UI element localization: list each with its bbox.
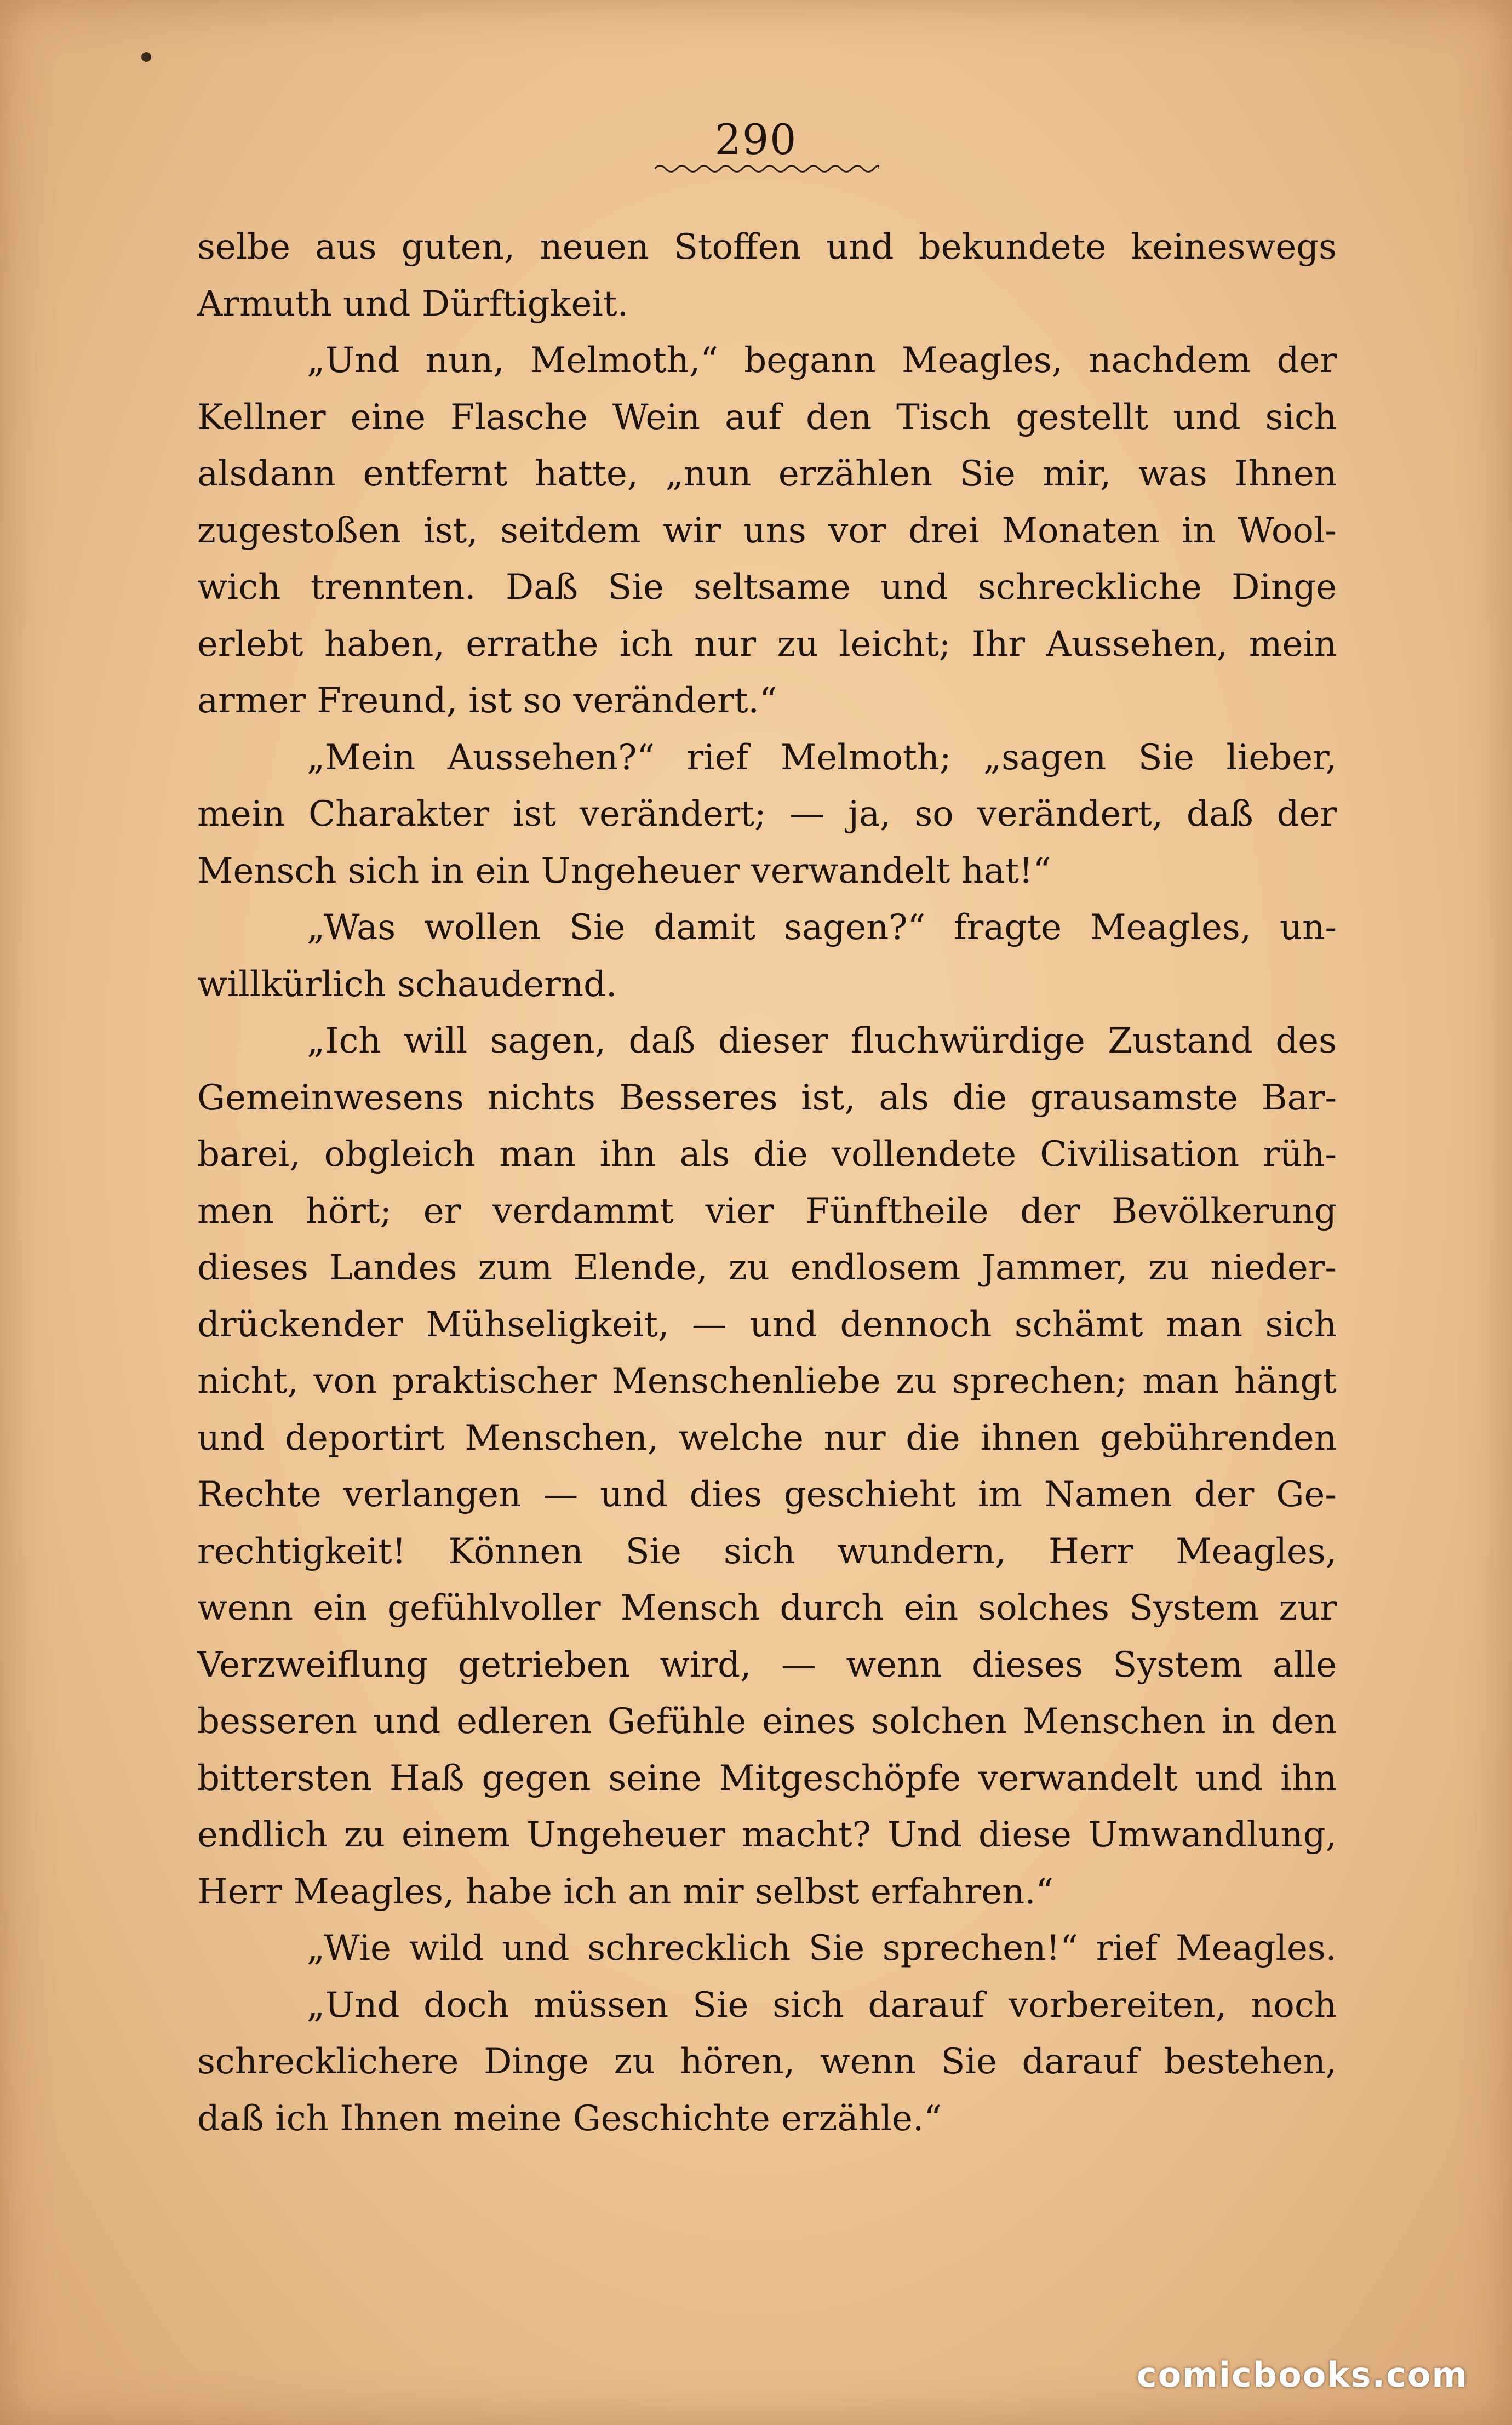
text-line: „Was wollen Sie damit sagen?“ fragte Meagles, un- xyxy=(307,907,1337,948)
text-line: drückender Mühseligkeit, — und dennoch schämt man sich xyxy=(197,1304,1337,1345)
text-line: daß ich Ihnen meine Geschichte erzähle.“ xyxy=(197,2098,942,2139)
text-line: Herr Meagles, habe ich an mir selbst erfahren.“ xyxy=(197,1871,1054,1912)
text-line: Rechte verlangen — und dies geschieht im Namen der Ge- xyxy=(197,1474,1337,1515)
text-line: „Wie wild und schrecklich Sie sprechen!“ rief Meagles. xyxy=(307,1928,1337,1969)
text-line: zugestoßen ist, seitdem wir uns vor drei Monaten in Wool- xyxy=(197,510,1337,551)
text-line: schrecklichere Dinge zu hören, wenn Sie darauf bestehen, xyxy=(197,2041,1337,2082)
text-line: alsdann entfernt hatte, „nun erzählen Sie mir, was Ihnen xyxy=(197,454,1337,494)
text-line: „Und doch müssen Sie sich darauf vorbereiten, noch xyxy=(307,1984,1337,2026)
text-line: men hört; er verdammt vier Fünftheile der Bevölkerung xyxy=(197,1191,1337,1232)
text-line: willkürlich schaudernd. xyxy=(197,964,617,1005)
text-line: erlebt haben, errathe ich nur zu leicht; Ihr Aussehen, mein xyxy=(197,624,1337,665)
text-line: selbe aus guten, neuen Stoffen und bekundete keineswegs xyxy=(197,227,1337,267)
text-line: „Ich will sagen, daß dieser fluchwürdige Zustand des xyxy=(307,1021,1337,1061)
text-line: Mensch sich in ein Ungeheuer verwandelt hat!“ xyxy=(197,850,1051,891)
text-line: dieses Landes zum Elende, zu endlosem Jammer, zu nieder- xyxy=(197,1248,1337,1288)
text-line: „Und nun, Melmoth,“ begann Meagles, nachdem der xyxy=(307,340,1337,381)
body-text xyxy=(197,219,1337,2147)
watermark: comicbooks.com xyxy=(1136,2355,1468,2395)
wavy-rule-ornament xyxy=(655,162,879,176)
text-line: Gemeinwesens nichts Besseres ist, als die grausamste Bar- xyxy=(197,1077,1337,1118)
text-line: bittersten Haß gegen seine Mitgeschöpfe verwandelt und ihn xyxy=(197,1758,1337,1799)
text-line: barei, obgleich man ihn als die vollendete Civilisation rüh- xyxy=(197,1134,1337,1175)
text-line: wenn ein gefühlvoller Mensch durch ein solches System zur xyxy=(197,1588,1337,1628)
text-line: mein Charakter ist verändert; — ja, so verändert, daß der xyxy=(197,794,1337,834)
text-line: wich trennten. Daß Sie seltsame und schreckliche Dinge xyxy=(197,567,1337,608)
text-line: Kellner eine Flasche Wein auf den Tisch gestellt und sich xyxy=(197,397,1337,438)
text-line: „Mein Aussehen?“ rief Melmoth; „sagen Sie lieber, xyxy=(307,737,1337,778)
text-line: besseren und edleren Gefühle eines solchen Menschen in den xyxy=(197,1701,1337,1742)
text-line: rechtigkeit! Können Sie sich wundern, Herr Meagles, xyxy=(197,1531,1337,1572)
text-line: Verzweiflung getrieben wird, — wenn dieses System alle xyxy=(197,1644,1337,1685)
ink-speck xyxy=(141,52,151,62)
text-line: armer Freund, ist so verändert.“ xyxy=(197,680,777,721)
page-number: 290 xyxy=(714,115,798,164)
text-line: endlich zu einem Ungeheuer macht? Und diese Umwandlung, xyxy=(197,1815,1337,1855)
text-line: Armuth und Dürftigkeit. xyxy=(197,283,628,324)
text-line: und deportirt Menschen, welche nur die ihnen gebührenden xyxy=(197,1417,1337,1459)
text-line: nicht, von praktischer Menschenliebe zu sprechen; man hängt xyxy=(197,1361,1337,1402)
